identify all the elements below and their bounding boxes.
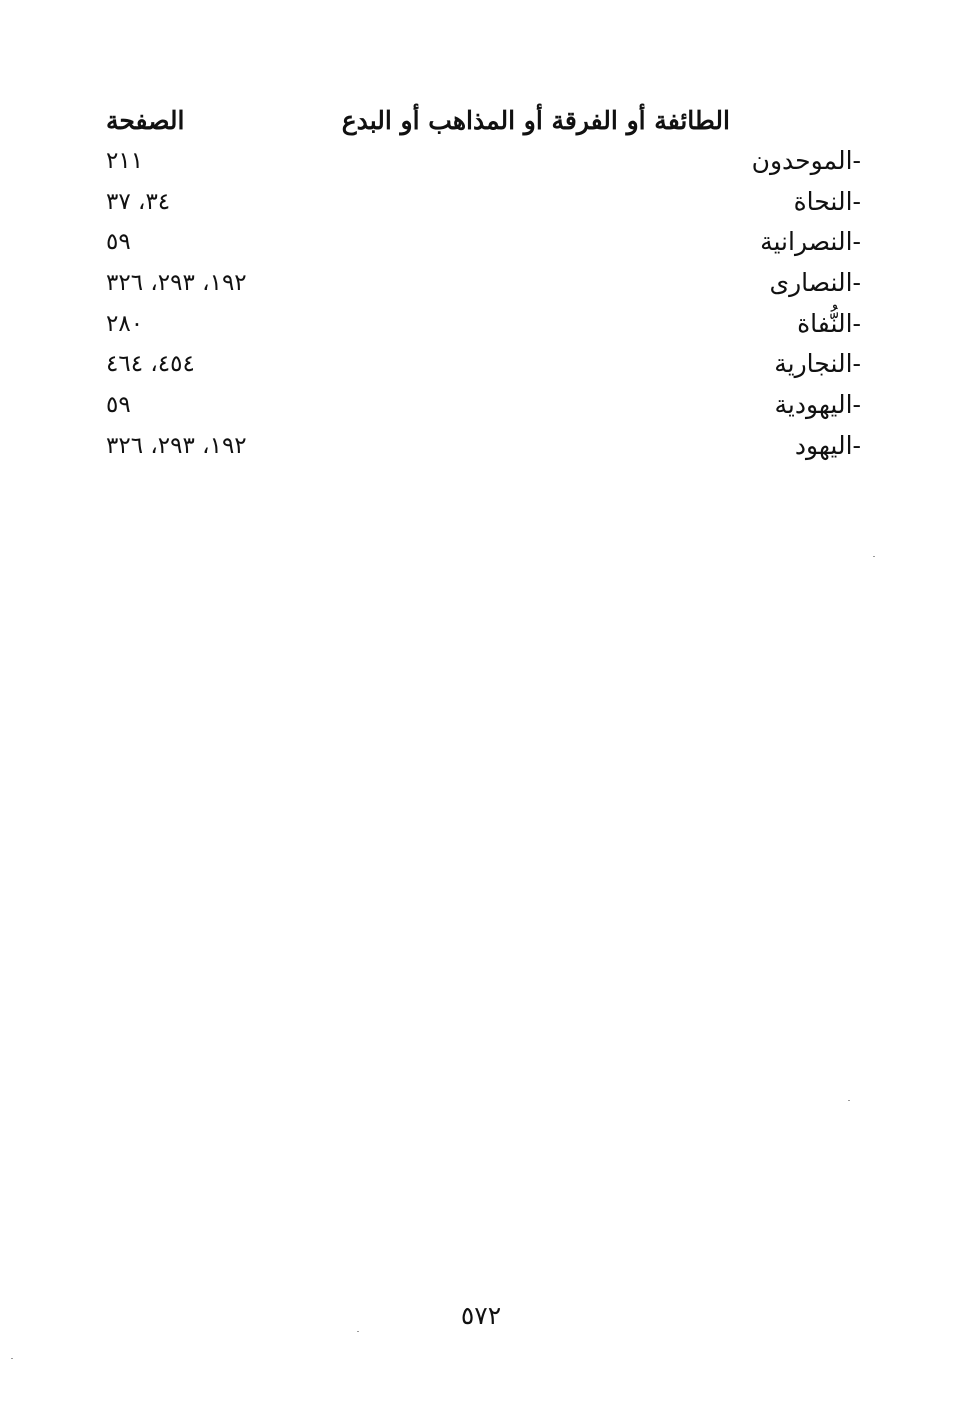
scan-speck: [357, 1331, 359, 1332]
entry-pages: ١٩٢، ٢٩٣، ٣٢٦: [106, 270, 247, 297]
scan-speck: [873, 556, 875, 557]
entry-name: -النجارية: [774, 349, 861, 379]
entry-name: -النصرانية: [760, 227, 861, 257]
scan-speck: [848, 1100, 850, 1101]
entry-name: -اليهود: [794, 430, 861, 460]
entry-pages: ٢١١: [106, 148, 144, 174]
entry-name: -الموحدون: [751, 146, 861, 175]
index-entry: [0, 184, 962, 225]
entry-pages: ٢٨٠: [106, 310, 144, 337]
entry-name: -النُّفاة: [797, 308, 861, 338]
entry-pages: ٤٥٤، ٤٦٤: [106, 351, 195, 378]
index-entry: [0, 428, 962, 469]
index-list: [0, 143, 962, 469]
index-entry: [0, 143, 962, 184]
entry-name: -النصارى: [769, 268, 861, 298]
index-entry: [0, 265, 962, 306]
entry-pages: ٣٤، ٣٧: [106, 188, 171, 215]
index-entry: [0, 346, 962, 387]
column-header-page: الصفحة: [106, 106, 185, 135]
column-header-sect: الطائفة أو الفرقة أو المذاهب أو البدع: [341, 106, 730, 135]
scan-speck: [11, 1358, 13, 1359]
index-entry: [0, 306, 962, 347]
entry-name: -اليهودية: [774, 390, 861, 420]
index-entry: [0, 387, 962, 428]
entry-pages: ٥٩: [106, 392, 131, 419]
entry-pages: ١٩٢، ٢٩٣، ٣٢٦: [106, 432, 247, 459]
entry-pages: ٥٩: [106, 229, 131, 256]
entry-name: -النحاة: [793, 186, 861, 216]
page-number: ٥٧٢: [460, 1301, 502, 1330]
index-entry: [0, 224, 962, 265]
